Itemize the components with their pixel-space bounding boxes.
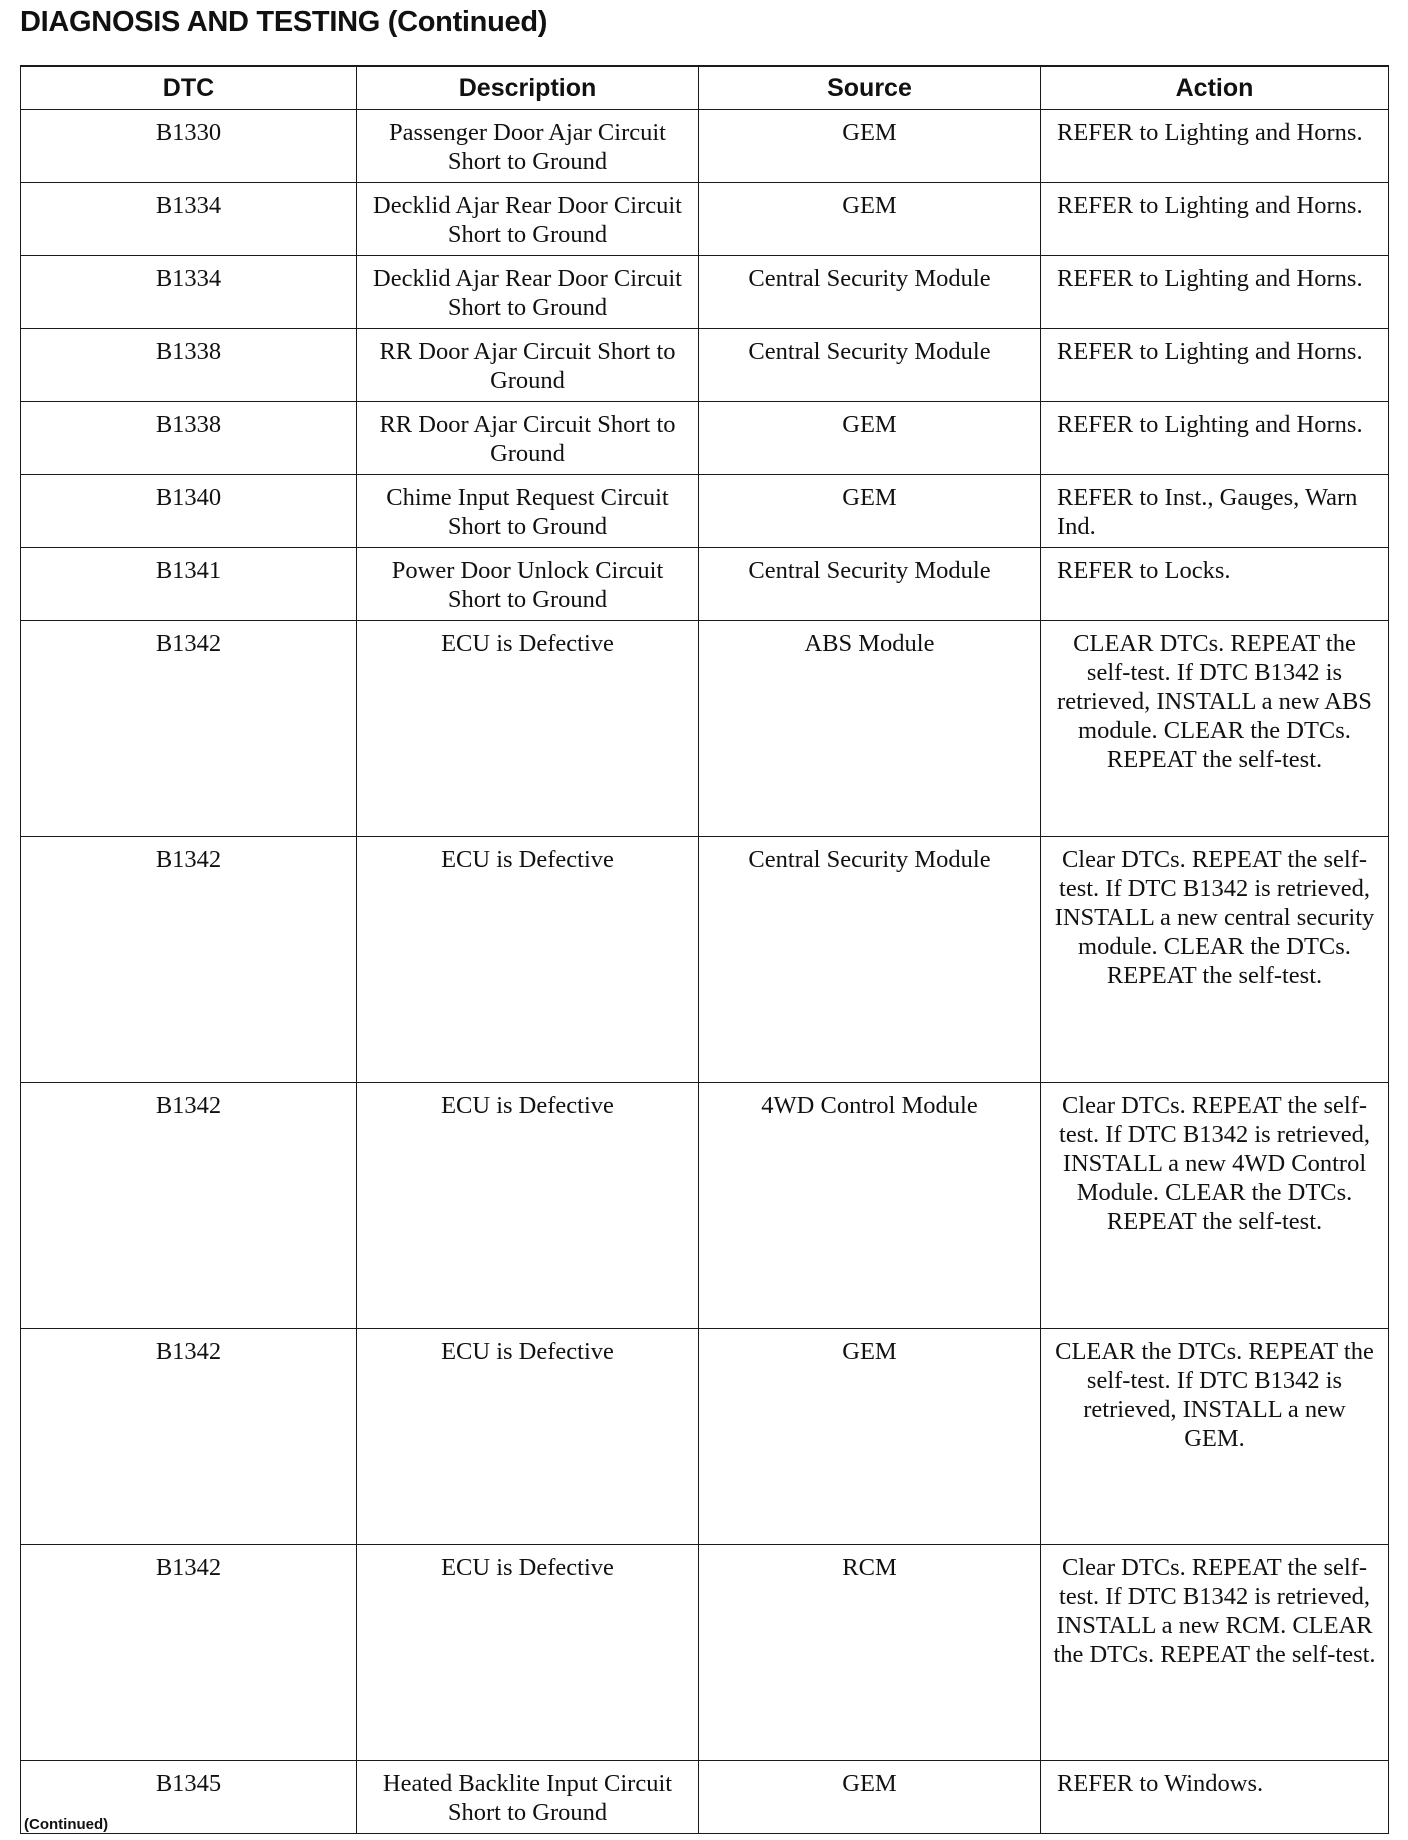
action-cell: REFER to Inst., Gauges, Warn Ind. — [1041, 475, 1389, 548]
table-row — [21, 329, 1389, 402]
dtc-cell: B1338 — [21, 402, 357, 475]
description-cell: RR Door Ajar Circuit Short to Ground — [357, 329, 699, 402]
description-cell: RR Door Ajar Circuit Short to Ground — [357, 402, 699, 475]
dtc-cell: B1341 — [21, 548, 357, 621]
source-cell: Central Security Module — [699, 548, 1041, 621]
action-cell: CLEAR the DTCs. REPEAT the self-test. If DTC B1342 is retrieved, INSTALL a new GEM. — [1041, 1329, 1389, 1545]
dtc-cell: B1330 — [21, 110, 357, 183]
column-header-description: Description — [357, 66, 699, 110]
source-cell: GEM — [699, 1329, 1041, 1545]
source-cell: Central Security Module — [699, 837, 1041, 1083]
page-heading: DIAGNOSIS AND TESTING (Continued) — [20, 6, 548, 38]
table-row — [21, 1761, 1389, 1834]
description-cell: Heated Backlite Input Circuit Short to Ground — [357, 1761, 699, 1834]
source-cell: GEM — [699, 475, 1041, 548]
description-cell: ECU is Defective — [357, 621, 699, 837]
dtc-cell: B1345 — [21, 1761, 357, 1834]
table-row — [21, 183, 1389, 256]
action-cell: REFER to Lighting and Horns. — [1041, 110, 1389, 183]
column-header-dtc: DTC — [21, 66, 357, 110]
dtc-cell: B1334 — [21, 183, 357, 256]
description-cell: Chime Input Request Circuit Short to Ground — [357, 475, 699, 548]
table-row — [21, 1083, 1389, 1329]
action-cell: REFER to Lighting and Horns. — [1041, 329, 1389, 402]
table-row — [21, 621, 1389, 837]
action-cell: REFER to Windows. — [1041, 1761, 1389, 1834]
source-cell: GEM — [699, 402, 1041, 475]
dtc-cell: B1342 — [21, 621, 357, 837]
action-cell: Clear DTCs. REPEAT the self-test. If DTC B1342 is retrieved, INSTALL a new RCM. CLEAR the DTCs. REPEAT the self-test. — [1041, 1545, 1389, 1761]
description-cell: ECU is Defective — [357, 1083, 699, 1329]
table-row — [21, 548, 1389, 621]
dtc-cell: B1342 — [21, 1329, 357, 1545]
table-row — [21, 1545, 1389, 1761]
table-row — [21, 402, 1389, 475]
action-cell: REFER to Lighting and Horns. — [1041, 256, 1389, 329]
table-row — [21, 837, 1389, 1083]
table-row — [21, 110, 1389, 183]
action-cell: Clear DTCs. REPEAT the self-test. If DTC B1342 is retrieved, INSTALL a new central security module. CLEAR the DTCs. REPEAT the self-test. — [1041, 837, 1389, 1083]
table-row — [21, 475, 1389, 548]
source-cell: GEM — [699, 110, 1041, 183]
source-cell: ABS Module — [699, 621, 1041, 837]
table-row — [21, 256, 1389, 329]
dtc-table — [20, 65, 1389, 1834]
source-cell: Central Security Module — [699, 256, 1041, 329]
action-cell: Clear DTCs. REPEAT the self-test. If DTC B1342 is retrieved, INSTALL a new 4WD Control Module. CLEAR the DTCs. REPEAT the self-test. — [1041, 1083, 1389, 1329]
description-cell: ECU is Defective — [357, 1329, 699, 1545]
description-cell: ECU is Defective — [357, 1545, 699, 1761]
table-row — [21, 1329, 1389, 1545]
dtc-cell: B1338 — [21, 329, 357, 402]
action-cell: CLEAR DTCs. REPEAT the self-test. If DTC B1342 is retrieved, INSTALL a new ABS module. CLEAR the DTCs. REPEAT the self-test. — [1041, 621, 1389, 837]
source-cell: RCM — [699, 1545, 1041, 1761]
source-cell: GEM — [699, 183, 1041, 256]
description-cell: ECU is Defective — [357, 837, 699, 1083]
action-cell: REFER to Locks. — [1041, 548, 1389, 621]
description-cell: Decklid Ajar Rear Door Circuit Short to Ground — [357, 256, 699, 329]
table-header-row — [21, 66, 1389, 110]
dtc-cell: B1340 — [21, 475, 357, 548]
source-cell: GEM — [699, 1761, 1041, 1834]
source-cell: 4WD Control Module — [699, 1083, 1041, 1329]
dtc-cell: B1342 — [21, 1545, 357, 1761]
source-cell: Central Security Module — [699, 329, 1041, 402]
description-cell: Power Door Unlock Circuit Short to Ground — [357, 548, 699, 621]
dtc-cell: B1334 — [21, 256, 357, 329]
action-cell: REFER to Lighting and Horns. — [1041, 183, 1389, 256]
action-cell: REFER to Lighting and Horns. — [1041, 402, 1389, 475]
continued-note: (Continued) — [24, 1816, 109, 1833]
dtc-cell: B1342 — [21, 837, 357, 1083]
column-header-action: Action — [1041, 66, 1389, 110]
description-cell: Passenger Door Ajar Circuit Short to Ground — [357, 110, 699, 183]
column-header-source: Source — [699, 66, 1041, 110]
dtc-cell: B1342 — [21, 1083, 357, 1329]
description-cell: Decklid Ajar Rear Door Circuit Short to Ground — [357, 183, 699, 256]
